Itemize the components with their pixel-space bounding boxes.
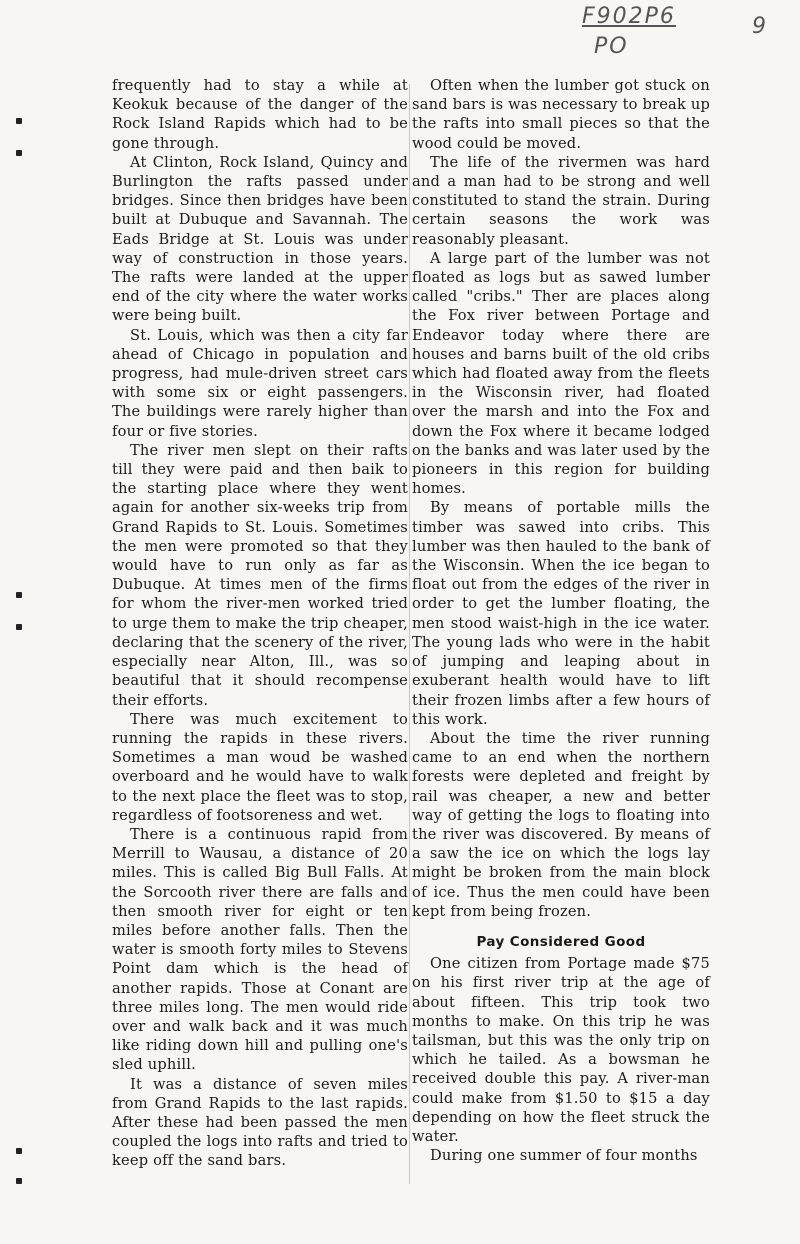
section-heading: Pay Considered Good: [476, 933, 646, 950]
paragraph: About the time the river running came to an end when the northern forests were depleted and freight by rail was cheaper, a new and better way of getting the logs to floating into the river was discovered. By means of a saw the ice on which the logs lay might be broken from the main block of ice. Thus the men could have been kept from being frozen.: [412, 729, 710, 920]
paragraph: St. Louis, which was then a city far ahead of Chicago in population and progress, had mule-driven street cars with some six or eight passengers. The buildings were rarely higher than four or five stories.: [112, 326, 408, 440]
paragraph: Often when the lumber got stuck on sand bars is was necessary to break up the rafts into small pieces so that the wood could be moved.: [412, 77, 710, 152]
paragraph: The life of the rivermen was hard and a man had to be strong and well constituted to stand the strain. During certain seasons the work was reasonably pleasant.: [412, 153, 710, 248]
margin-mark: [16, 592, 22, 598]
margin-mark: [16, 1148, 22, 1154]
paragraph: At Clinton, Rock Island, Quincy and Burlington the rafts passed under bridges. Since then bridges have been built at Dubuque and Savannah. The Eads Bridge at St. Louis was under way of construction in those years. The rafts were landed at the upper end of the city where the water works were being built.: [112, 153, 408, 325]
page-number: 9: [752, 14, 766, 39]
paragraph: There was much excitement to running the rapids in these rivers. Sometimes a man woud be washed overboard and he would have to walk to the next place the fleet was to stop, regardless of footsoreness and wet.: [112, 710, 408, 824]
paragraph: It was a distance of seven miles from Grand Rapids to the last rapids. After these had been passed the men coupled the logs into rafts and tried to keep off the sand bars.: [112, 1075, 408, 1170]
paragraph: frequently had to stay a while at Keokuk because of the danger of the Rock Island Rapids which had to be gone through.: [112, 77, 408, 152]
archive-code-annotation: F902P6: [582, 4, 676, 29]
margin-mark: [16, 1178, 22, 1184]
margin-mark: [16, 118, 22, 124]
paragraph: The river men slept on their rafts till they were paid and then baik to the starting place where they went again for another six-weeks trip from Grand Rapids to St. Louis. Sometimes the men were promoted so that they would have to run only as far as Dubuque. At times men of the firms for whom the river-men worked tried to urge them to make the trip cheaper, declaring that the scenery of the river, especially near Alton, Ill., was so beautiful that it should recompense their efforts.: [112, 441, 408, 709]
column-divider: [409, 84, 410, 1184]
archive-sub-annotation: PO: [594, 34, 629, 59]
right-column: [412, 76, 710, 1165]
paragraph: A large part of the lumber was not floated as logs but as sawed lumber called "cribs." Ther are places along the Fox river between Portage and Endeavor today where there are houses and barns built of the old cribs which had floated away from the fleets in the Wisconsin river, had floated over the marsh and into the Fox and down the Fox where it became lodged on the banks and was later used by the pioneers in this region for building homes.: [412, 249, 710, 498]
paragraph: By means of portable mills the timber was sawed into cribs. This lumber was then hauled to the bank of the Wisconsin. When the ice began to float out from the edges of the river in order to get the lumber floating, the men stood waist-high in the ice water. The young lads who were in the habit of jumping and leaping about in exuberant health would have to lift their frozen limbs after a few hours of this work.: [412, 499, 710, 728]
paragraph: There is a continuous rapid from Merrill to Wausau, a distance of 20 miles. This is called Big Bull Falls. At the Sorcooth river there are falls and then smooth river for eight or ten miles before another falls. Then the water is smooth forty miles to Stevens Point dam which is the head of another rapids. Those at Conant are three miles long. The men would ride over and walk back and it was much like riding down hill and pulling one's sled uphill.: [112, 825, 408, 1074]
margin-mark: [16, 624, 22, 630]
left-column: [112, 76, 408, 1171]
paragraph: During one summer of four months: [430, 1147, 698, 1165]
paragraph: One citizen from Portage made $75 on his first river trip at the age of about fifteen. This trip took two months to make. On this trip he was tailsman, but this was the only trip on which he tailed. As a bowsman he received double this pay. A river-man could make from $1.50 to $15 a day depending on how the fleet struck the water.: [412, 955, 710, 1145]
margin-mark: [16, 150, 22, 156]
